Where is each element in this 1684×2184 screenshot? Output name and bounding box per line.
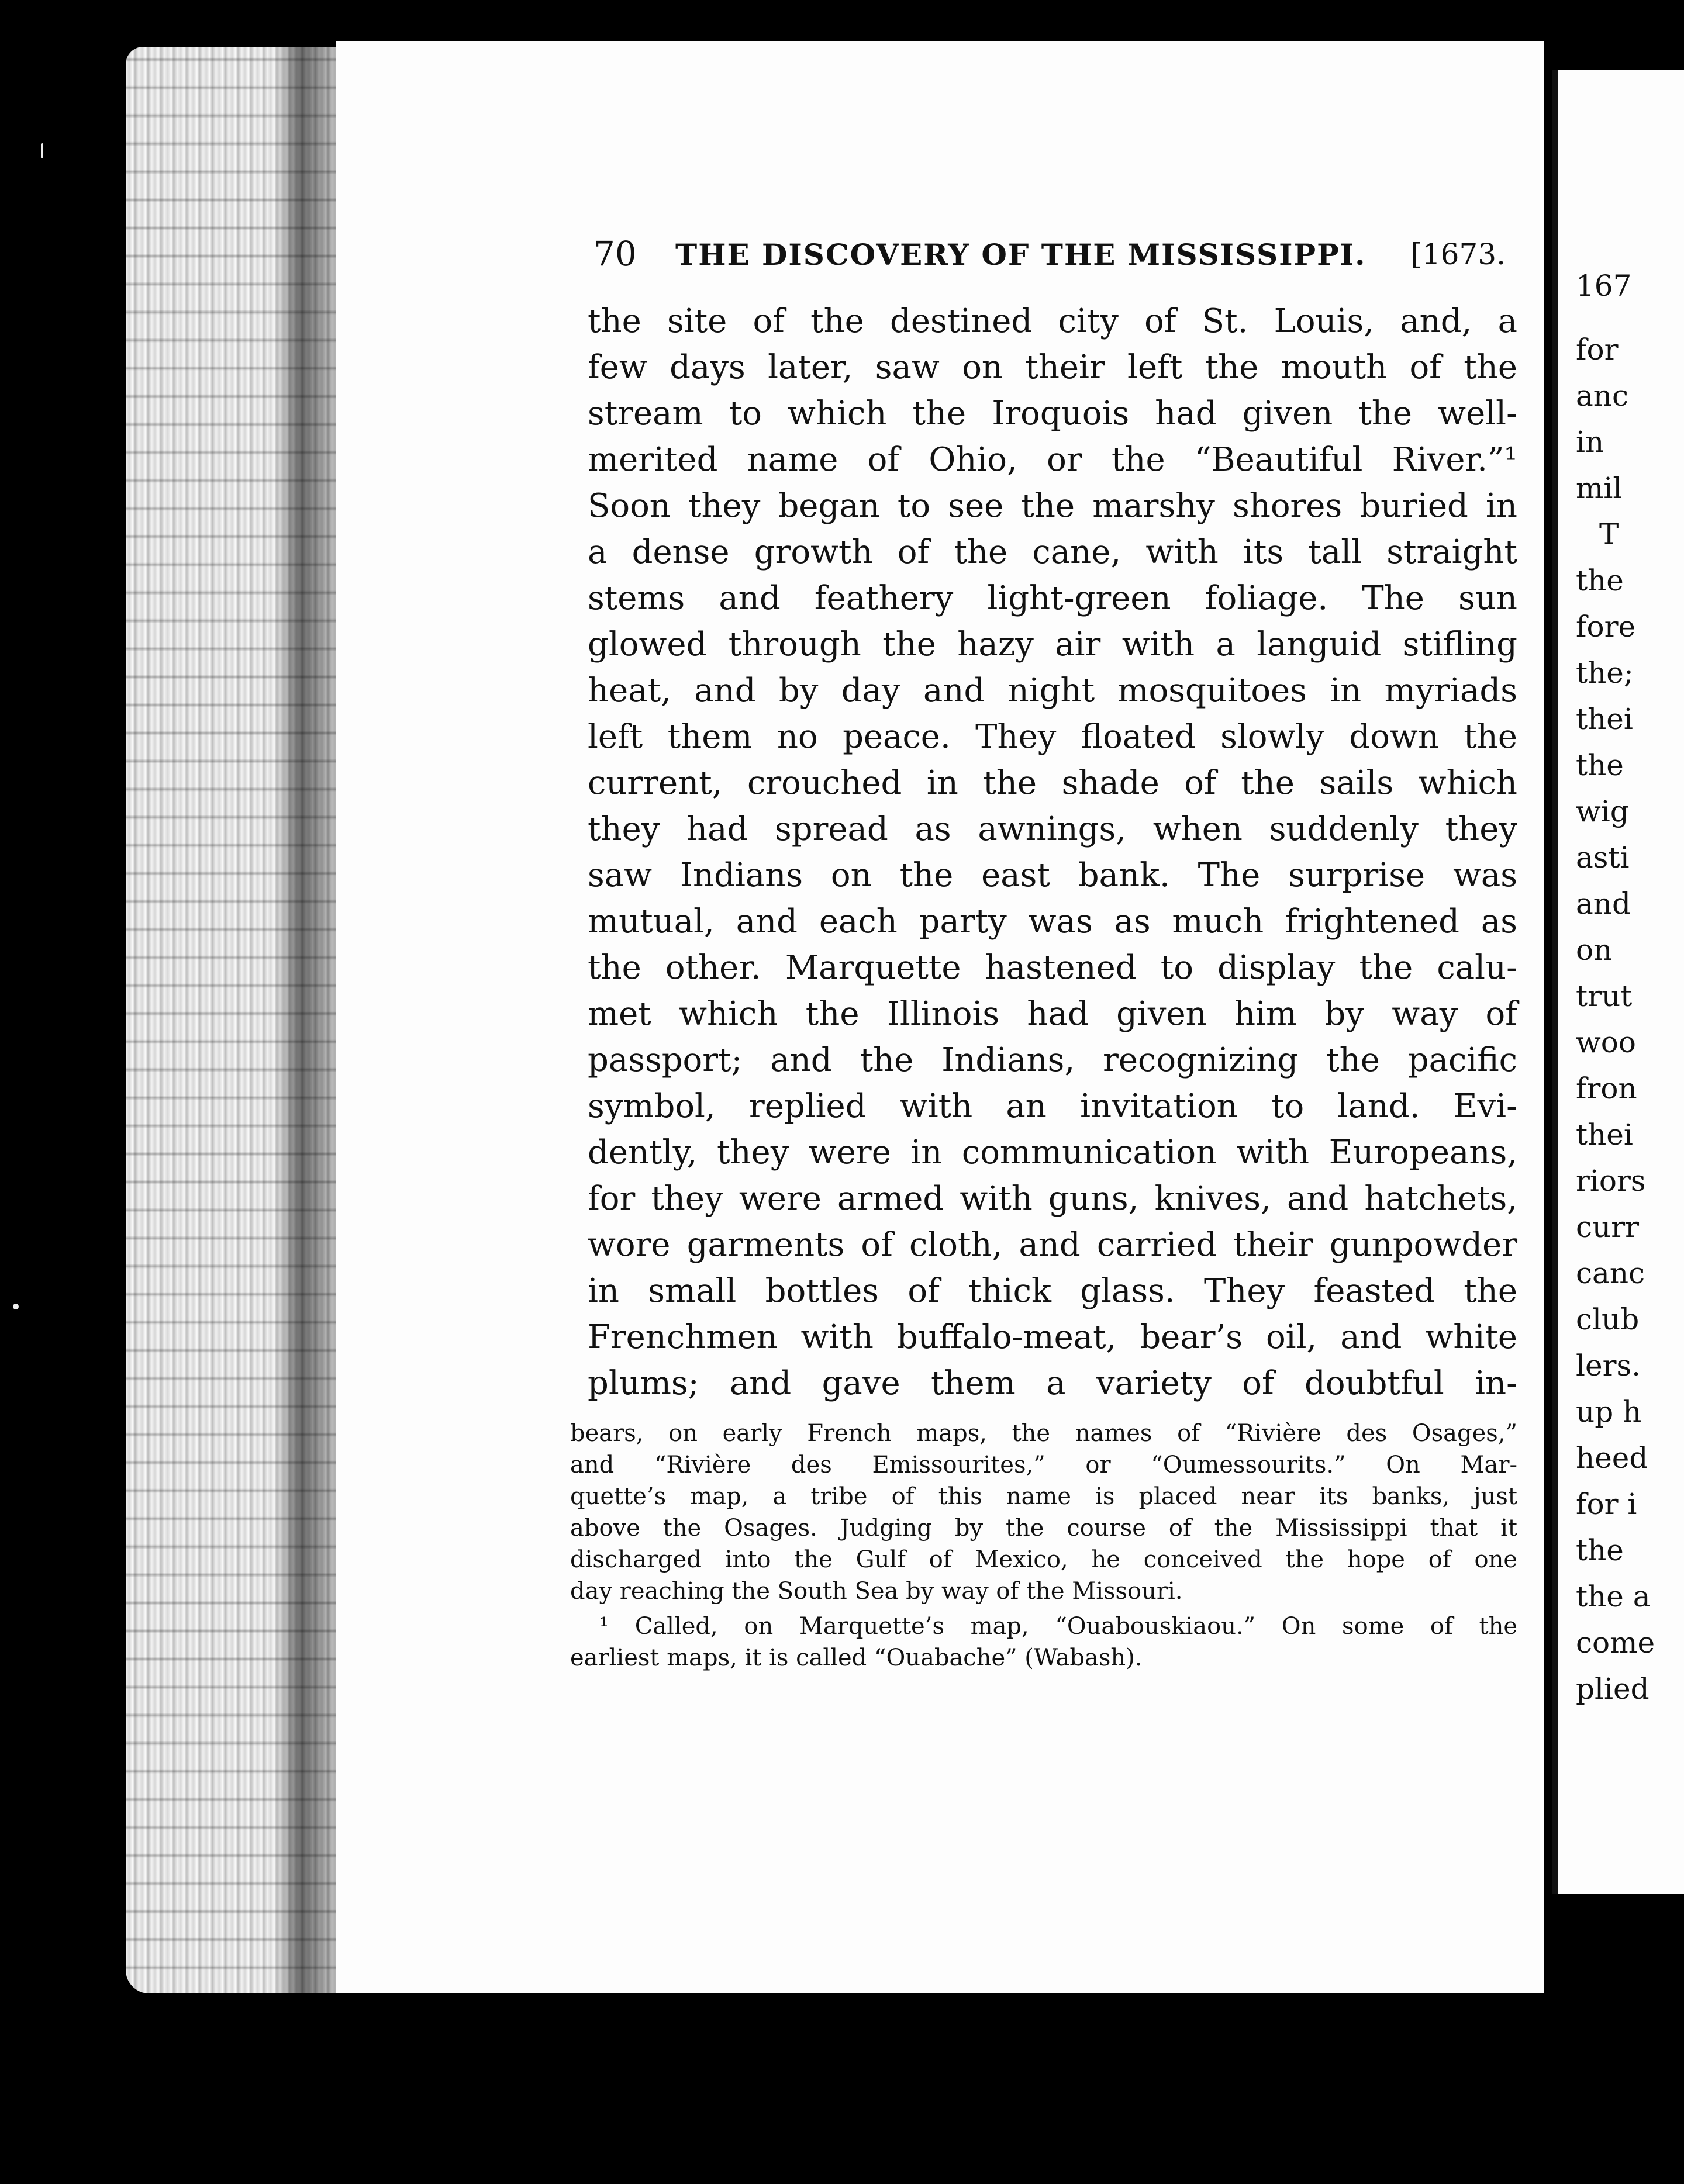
body-line: for they were armed with guns, knives, and hatchets, <box>588 1180 1517 1218</box>
footnote-line: and “Rivière des Emissourites,” or “Oumessourits.” On Mar- <box>570 1452 1517 1478</box>
spine-shadow <box>275 35 339 1999</box>
right-line: lers. <box>1576 1349 1641 1383</box>
body-line: the site of the destined city of St. Louis, and, a <box>588 302 1517 340</box>
footnote-line: ¹ Called, on Marquette’s map, “Ouabouskiaou.” On some of the <box>599 1613 1517 1640</box>
body-line: in small bottles of thick glass. They feasted the <box>588 1272 1517 1310</box>
right-line: the <box>1576 1533 1624 1567</box>
right-line: up h <box>1576 1395 1642 1429</box>
footnote-line: day reaching the South Sea by way of the Missouri. <box>570 1578 1183 1605</box>
right-line: T <box>1599 517 1619 551</box>
body-line: stems and feathery light-green foliage. The sun <box>588 579 1517 617</box>
right-line: thei <box>1576 1118 1633 1152</box>
footnotes <box>570 1418 1517 1674</box>
scan-speck <box>41 143 43 158</box>
page-number: 70 <box>593 234 637 274</box>
footnote-line: discharged into the Gulf of Mexico, he conceived the hope of one <box>570 1546 1517 1573</box>
page-header <box>593 234 1506 286</box>
right-page-text <box>1576 263 1655 1712</box>
right-line: asti <box>1576 841 1630 875</box>
right-line: the <box>1576 564 1624 597</box>
header-year: [1673. <box>1410 237 1506 271</box>
footnote-line: quette’s map, a tribe of this name is placed near its banks, just <box>570 1483 1517 1510</box>
body-line: passport; and the Indians, recognizing the pacific <box>588 1041 1517 1079</box>
body-line: merited name of Ohio, or the “Beautiful River.”¹ <box>588 441 1517 479</box>
body-line: saw Indians on the east bank. The surprise was <box>588 856 1517 894</box>
right-line: club <box>1576 1302 1640 1336</box>
right-line: woo <box>1576 1025 1637 1059</box>
body-line: a dense growth of the cane, with its tall straight <box>588 533 1517 571</box>
right-line: riors <box>1576 1164 1646 1198</box>
body-line: left them no peace. They floated slowly down the <box>588 718 1517 756</box>
footnote-line: bears, on early French maps, the names of “Rivière des Osages,” <box>570 1420 1517 1447</box>
right-line: trut <box>1576 979 1633 1013</box>
right-line: for <box>1576 333 1619 367</box>
footnote-continuation <box>570 1418 1517 1607</box>
body-line: Frenchmen with buffalo-meat, bear’s oil, and white <box>588 1318 1517 1356</box>
body-line: wore garments of cloth, and carried their gunpowder <box>588 1226 1517 1264</box>
right-line: fron <box>1576 1072 1637 1105</box>
right-line: canc <box>1576 1256 1645 1290</box>
right-line: plied <box>1576 1672 1650 1706</box>
right-line: the a <box>1576 1580 1651 1613</box>
footnote-1 <box>570 1611 1517 1674</box>
right-line: in <box>1576 425 1604 459</box>
right-line: heed <box>1576 1441 1648 1475</box>
body-line: Soon they began to see the marshy shores buried in <box>588 487 1517 525</box>
body-line: few days later, saw on their left the mouth of the <box>588 348 1517 386</box>
body-line: mutual, and each party was as much frightened as <box>588 903 1517 941</box>
footnote-line: earliest maps, it is called “Ouabache” (Wabash). <box>570 1644 1143 1671</box>
right-page <box>1552 70 1684 1894</box>
running-title: THE DISCOVERY OF THE MISSISSIPPI. <box>675 237 1366 272</box>
right-line: the <box>1576 748 1624 782</box>
right-page-header: 167 <box>1576 269 1632 303</box>
right-line: mil <box>1576 471 1623 505</box>
body-line: plums; and gave them a variety of doubtful in- <box>588 1364 1517 1402</box>
right-line: for i <box>1576 1487 1637 1521</box>
body-line: current, crouched in the shade of the sails which <box>588 764 1517 802</box>
right-line: thei <box>1576 702 1633 736</box>
body-line: stream to which the Iroquois had given the well- <box>588 395 1517 433</box>
body-text <box>588 298 1517 1407</box>
right-line: wig <box>1576 794 1629 828</box>
body-line: glowed through the hazy air with a languid stifling <box>588 626 1517 664</box>
right-line: fore <box>1576 610 1636 644</box>
right-line: anc <box>1576 379 1629 413</box>
footnote-line: above the Osages. Judging by the course of the Mississippi that it <box>570 1515 1517 1542</box>
right-line: and <box>1576 887 1631 921</box>
body-line: symbol, replied with an invitation to land. Evi- <box>588 1087 1517 1125</box>
right-line: curr <box>1576 1210 1640 1244</box>
scan-speck <box>13 1304 19 1309</box>
body-line: they had spread as awnings, when suddenly they <box>588 810 1517 848</box>
left-page <box>336 41 1544 1993</box>
right-line: on <box>1576 933 1613 967</box>
body-line: the other. Marquette hastened to display the calu- <box>588 949 1517 987</box>
body-line: dently, they were in communication with Europeans, <box>588 1134 1517 1172</box>
body-line: met which the Illinois had given him by way of <box>588 995 1517 1033</box>
right-line: come <box>1576 1626 1655 1660</box>
body-line: heat, and by day and night mosquitoes in myriads <box>588 672 1517 710</box>
right-line: the; <box>1576 656 1634 690</box>
